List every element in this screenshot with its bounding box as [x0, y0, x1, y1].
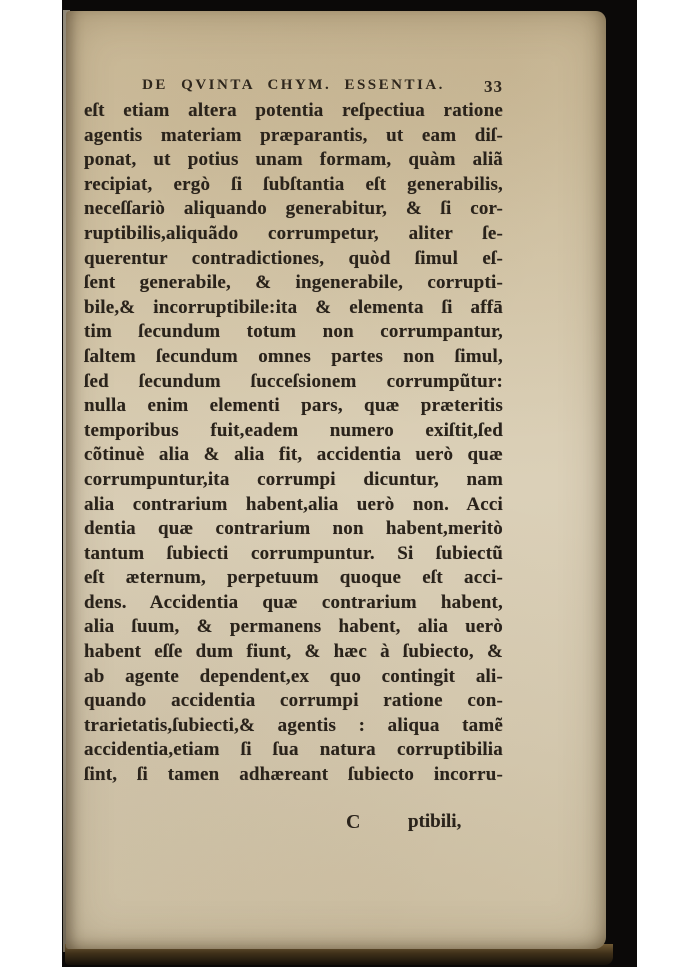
catchword: ptibili,: [408, 811, 462, 832]
text-block: [84, 99, 503, 788]
header-title: DE QVINTA CHYM. ESSENTIA.: [142, 77, 445, 93]
text-line: ſed ſecundum ſucceſsionem corrumpũtur:: [84, 370, 503, 392]
text-line: alia ſuum, & permanens habent, alia uerò: [84, 616, 503, 638]
text-line: nulla enim elementi pars, quæ præteritis: [84, 395, 503, 417]
text-line: ruptibilis,aliquãdo corrumpetur, aliter ſe-: [84, 222, 503, 244]
text-line: quando accidentia corrumpi ratione con-: [84, 690, 503, 712]
gathering-mark: C: [346, 811, 361, 833]
text-line: corrumpuntur,ita corrumpi dicuntur, nam: [84, 468, 503, 490]
text-line: ſaltem ſecundum omnes partes non ſimul,: [84, 345, 503, 367]
text-line: dentia quæ contrarium non habent,meritò: [84, 518, 503, 540]
text-line: eſt etiam altera potentia reſpectiua ratione: [84, 100, 503, 121]
text-line: tantum ſubiecti corrumpuntur. Si ſubiectũ: [84, 542, 503, 564]
page-number: 33: [484, 77, 503, 96]
text-line: bile,& incorruptibile:ita & elementa ſi affā: [84, 296, 503, 318]
text-line: neceſſariò aliquando generabitur, & ſi cor-: [84, 198, 503, 220]
running-header: [84, 77, 503, 99]
text-line: accidentia,etiam ſi ſua natura corruptibilia: [84, 739, 503, 761]
text-line: ponat, ut potius unam formam, quàm aliã: [84, 149, 503, 171]
photo-background: [62, 0, 637, 967]
book-page: [66, 11, 606, 949]
text-line: ab agente dependent,ex quo contingit ali-: [84, 665, 503, 687]
text-line: trarietatis,ſubiecti,& agentis : aliqua tamẽ: [84, 714, 503, 736]
text-line: agentis materiam præparantis, ut eam diſ-: [84, 124, 503, 146]
text-line: querentur contradictiones, quòd ſimul eſ-: [84, 247, 503, 269]
text-line: tim ſecundum totum non corrumpantur,: [84, 321, 503, 343]
text-line: recipiat, ergò ſi ſubſtantia eſt generabilis,: [84, 173, 503, 195]
text-line: temporibus fuit,eadem numero exiſtit,ſed: [84, 419, 503, 441]
text-line: habent eſſe dum fiunt, & hæc à ſubiecto, &: [84, 641, 503, 663]
text-line: cõtinuè alia & alia fit, accidentia uerò quæ: [84, 444, 503, 466]
text-line: alia contrarium habent,alia uerò non. Acci: [84, 493, 503, 515]
text-line: ſent generabile, & ingenerabile, corrupti-: [84, 272, 503, 294]
signature-line: [84, 811, 503, 837]
text-line: dens. Accidentia quæ contrarium habent,: [84, 591, 503, 613]
text-line: eſt æternum, perpetuum quoque eſt acci-: [84, 567, 503, 589]
text-line: ſint, ſi tamen adhæreant ſubiecto incorru-: [84, 764, 503, 786]
